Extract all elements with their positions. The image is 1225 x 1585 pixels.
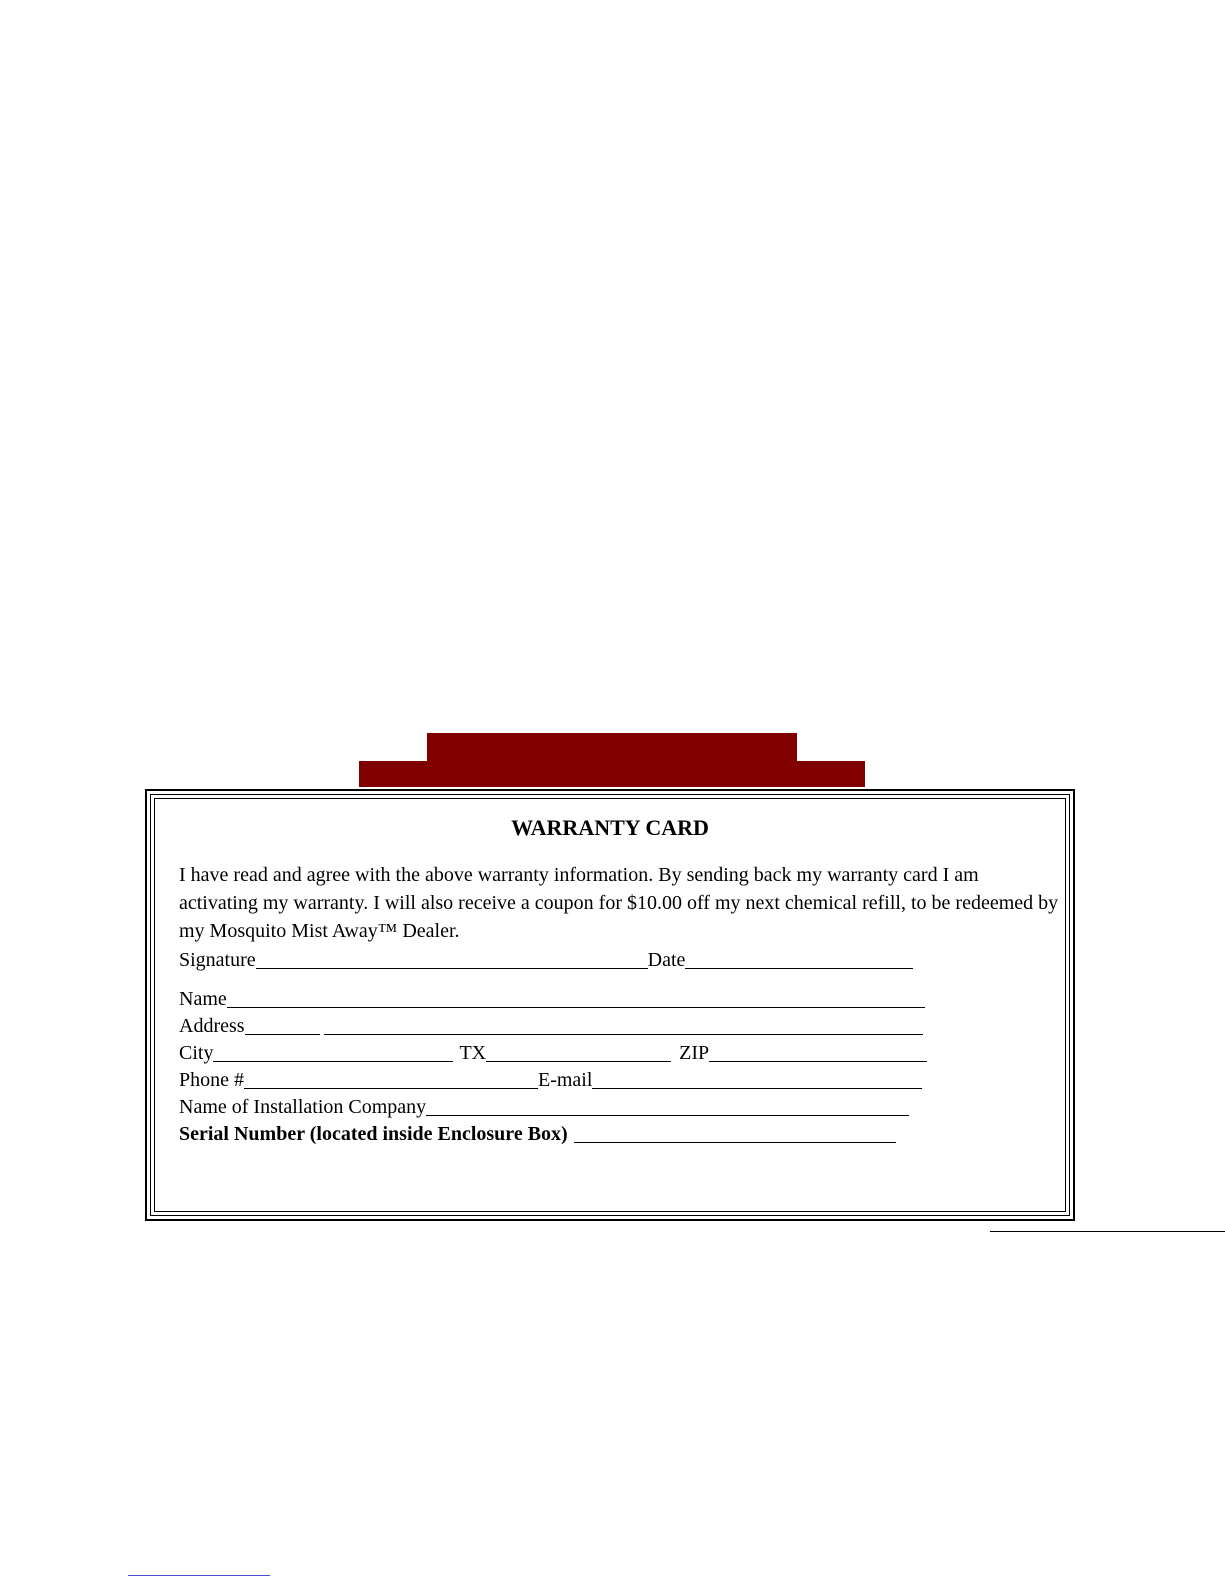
name-field[interactable] xyxy=(227,989,925,1008)
banner-bottom-bar xyxy=(359,761,865,787)
signature-field[interactable] xyxy=(256,950,648,969)
date-field[interactable] xyxy=(685,950,913,969)
date-label: Date xyxy=(647,949,686,971)
city-row xyxy=(179,1038,927,1065)
phone-row xyxy=(179,1065,927,1092)
card-title: WARRANTY CARD xyxy=(511,815,709,840)
city-field[interactable] xyxy=(213,1043,453,1062)
phone-field[interactable] xyxy=(244,1070,538,1089)
email-field[interactable] xyxy=(592,1070,922,1089)
email-label: E-mail xyxy=(538,1069,593,1091)
serial-number-row xyxy=(179,1119,927,1146)
phone-label: Phone # xyxy=(179,1069,244,1091)
state-field[interactable] xyxy=(486,1043,671,1062)
serial-number-label: Serial Number (located inside Enclosure Box) xyxy=(179,1123,568,1145)
address-row xyxy=(179,1011,927,1038)
address-label: Address xyxy=(179,1015,245,1037)
banner-top-bar xyxy=(427,733,797,763)
warranty-card xyxy=(145,789,1075,1221)
installation-company-row xyxy=(179,1092,927,1119)
signature-row xyxy=(179,945,913,972)
city-label: City xyxy=(179,1042,214,1064)
installation-company-field[interactable] xyxy=(426,1097,909,1116)
address-field-part-1[interactable] xyxy=(245,1016,320,1035)
signature-label: Signature xyxy=(179,949,256,971)
zip-label: ZIP xyxy=(679,1042,710,1064)
installation-company-label: Name of Installation Company xyxy=(179,1096,427,1118)
zip-field[interactable] xyxy=(709,1043,927,1062)
address-field-part-2[interactable] xyxy=(324,1016,923,1035)
link-underline xyxy=(128,1575,270,1576)
warranty-agreement-text: I have read and agree with the above warranty information. By sending back my warranty card I am activating my warranty. I will also receive a coupon for $10.00 off my next chemical refill, to be redeemed by my Mosquito Mist Away™ Dealer. xyxy=(179,864,1059,942)
divider-rule xyxy=(990,1231,1225,1232)
serial-number-field[interactable] xyxy=(574,1124,896,1143)
state-label: TX xyxy=(459,1042,487,1064)
contact-fields xyxy=(179,984,927,1146)
name-row xyxy=(179,984,927,1011)
name-label: Name xyxy=(179,988,227,1010)
